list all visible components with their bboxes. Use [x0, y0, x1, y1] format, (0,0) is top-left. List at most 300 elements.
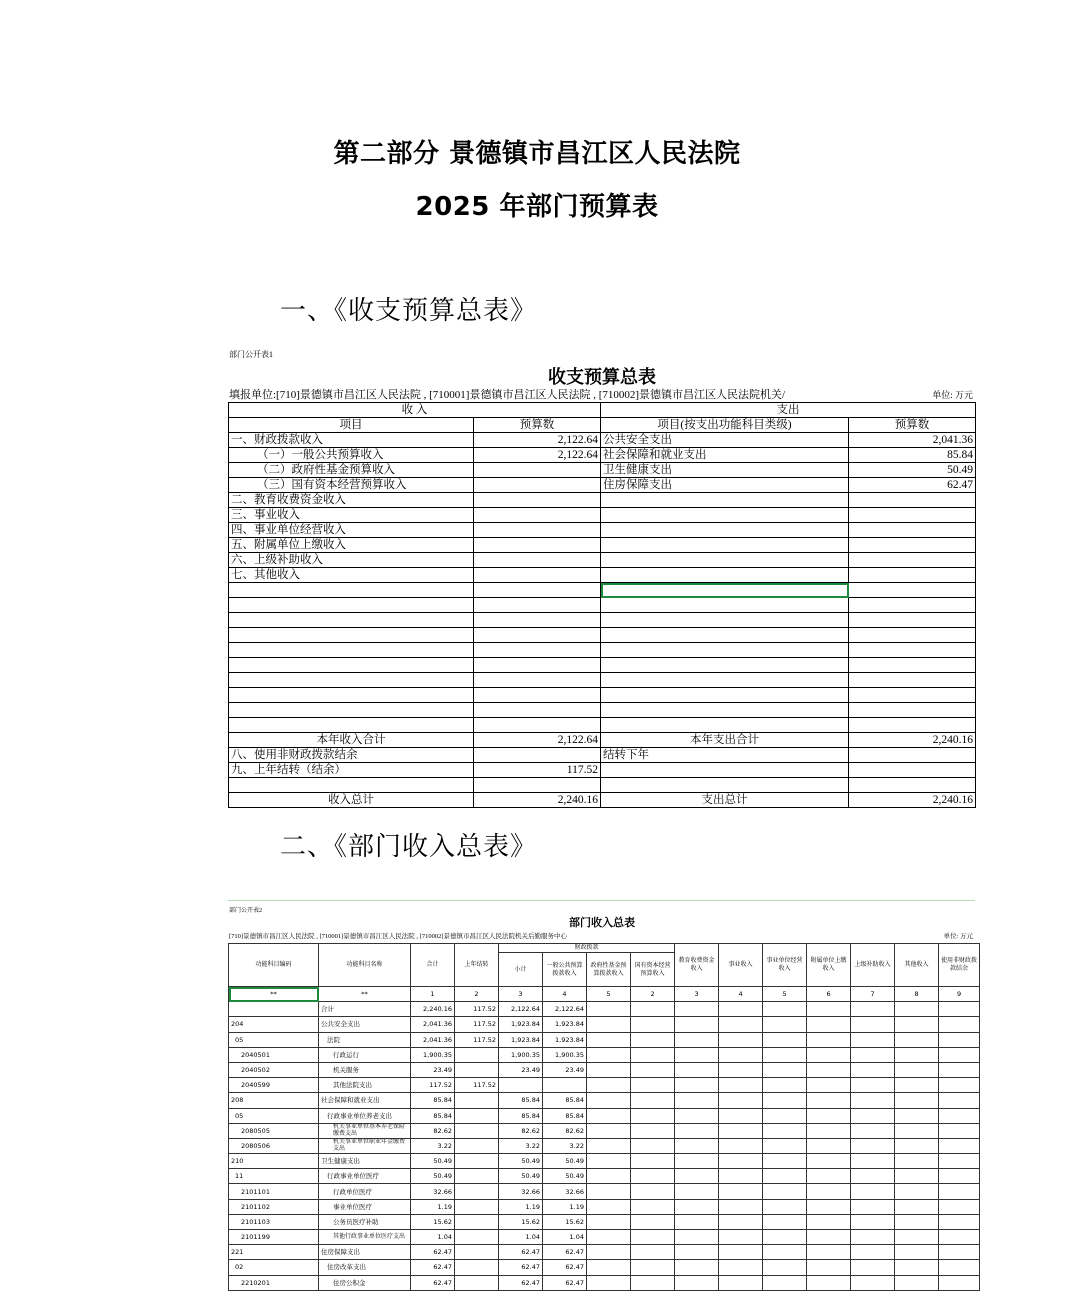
index-cell: 9	[939, 987, 980, 1002]
table2-row	[229, 1123, 980, 1138]
table2-title: 部门收入总表	[569, 916, 635, 929]
empty-cell	[895, 1260, 939, 1275]
total-value: 62.47	[411, 1245, 455, 1260]
empty-cell	[587, 1169, 631, 1184]
table1-header-row1	[229, 403, 976, 418]
index-cell: 3	[675, 987, 719, 1002]
empty-cell	[631, 1230, 675, 1245]
general-budget-value: 85.84	[543, 1108, 587, 1123]
empty-cell	[763, 1275, 807, 1290]
empty-cell	[939, 1275, 980, 1290]
table1-row	[229, 463, 976, 478]
table1-head-expense: 支出	[601, 403, 976, 418]
table2-row	[229, 1062, 980, 1077]
expense-value: 2,041.36	[849, 433, 976, 448]
index-cell: 3	[499, 987, 543, 1002]
empty-cell	[895, 1245, 939, 1260]
empty-cell	[895, 1230, 939, 1245]
table1-row	[229, 493, 976, 508]
total-value: 3.22	[411, 1138, 455, 1153]
function-code: 2210201	[229, 1275, 319, 1290]
table1-year-total-row	[229, 733, 976, 748]
empty-cell	[675, 1047, 719, 1062]
empty-cell	[939, 1078, 980, 1093]
function-code: 2040599	[229, 1078, 319, 1093]
general-budget-value: 1.19	[543, 1199, 587, 1214]
table2-top-line	[228, 900, 975, 901]
table1-head-income: 收 入	[229, 403, 601, 418]
table1-blank-row	[229, 658, 976, 673]
table2-row	[229, 1002, 980, 1017]
empty-cell	[851, 1245, 895, 1260]
blank-cell	[601, 688, 849, 703]
table1-col-budget: 预算数	[474, 418, 601, 433]
general-budget-value: 85.84	[543, 1093, 587, 1108]
income-item: 五、附属单位上缴收入	[229, 538, 474, 553]
blank-cell	[849, 658, 976, 673]
total-value: 1.19	[411, 1199, 455, 1214]
t2-h-carry: 上年结转	[455, 944, 499, 987]
empty-cell	[719, 1214, 763, 1229]
income-value	[474, 568, 601, 583]
table1-code: 部门公开表1	[229, 350, 273, 359]
carry-over-value	[455, 1245, 499, 1260]
empty-cell	[895, 1214, 939, 1229]
empty-cell	[939, 1230, 980, 1245]
empty-cell	[895, 1002, 939, 1017]
total-value: 50.49	[411, 1154, 455, 1169]
table1-blank-row	[229, 673, 976, 688]
empty-cell	[807, 1078, 851, 1093]
empty-cell	[631, 1138, 675, 1153]
empty-cell	[675, 1002, 719, 1017]
function-name: 法院	[319, 1032, 411, 1047]
t2-h-state: 国有资本经营预算收入	[631, 953, 675, 987]
table1-row	[229, 508, 976, 523]
income-grand-total: 2,240.16	[474, 793, 601, 808]
expense-value: 50.49	[849, 463, 976, 478]
income-value	[474, 478, 601, 493]
empty-cell	[939, 1154, 980, 1169]
empty-cell	[807, 1093, 851, 1108]
expense-value: 62.47	[849, 478, 976, 493]
blank-cell	[229, 673, 474, 688]
table2-header-row1	[229, 944, 980, 953]
function-code: 05	[229, 1108, 319, 1123]
subtotal-value: 23.49	[499, 1062, 543, 1077]
empty-cell	[631, 1275, 675, 1290]
carry-over-value	[455, 1138, 499, 1153]
empty-cell	[587, 1032, 631, 1047]
general-budget-value: 62.47	[543, 1245, 587, 1260]
table2-row	[229, 1260, 980, 1275]
function-code: 2080505	[229, 1123, 319, 1138]
table1-row8	[229, 748, 976, 763]
subtotal-value: 32.66	[499, 1184, 543, 1199]
function-name: 公务员医疗补助	[319, 1214, 411, 1229]
total-value: 2,041.36	[411, 1017, 455, 1032]
income-item: 七、其他收入	[229, 568, 474, 583]
empty-cell	[851, 1123, 895, 1138]
table2-row	[229, 1275, 980, 1290]
empty-cell	[719, 1047, 763, 1062]
table2-row	[229, 1169, 980, 1184]
empty-cell	[675, 1062, 719, 1077]
income-value	[474, 493, 601, 508]
blank-cell	[849, 703, 976, 718]
function-code: 204	[229, 1017, 319, 1032]
empty-cell	[807, 1032, 851, 1047]
empty-cell	[851, 1017, 895, 1032]
table2-row	[229, 1138, 980, 1153]
table2-index-row	[229, 987, 980, 1002]
index-cell: 2	[455, 987, 499, 1002]
table1-row	[229, 478, 976, 493]
income-item: 三、事业收入	[229, 508, 474, 523]
page-title-line1: 第二部分 景德镇市昌江区人民法院	[333, 139, 741, 169]
expense-value	[849, 538, 976, 553]
blank-cell	[474, 598, 601, 613]
table1-row	[229, 433, 976, 448]
empty-cell	[631, 1184, 675, 1199]
carry-over-value: 117.52	[455, 1032, 499, 1047]
empty-cell	[675, 1260, 719, 1275]
general-budget-value	[543, 1078, 587, 1093]
carry-over-value	[455, 1047, 499, 1062]
empty-cell	[895, 1078, 939, 1093]
empty-cell	[675, 1108, 719, 1123]
blank-cell	[849, 583, 976, 598]
empty-cell	[675, 1245, 719, 1260]
subtotal-value: 62.47	[499, 1260, 543, 1275]
empty-cell	[807, 1230, 851, 1245]
empty-cell	[719, 1093, 763, 1108]
subtotal-value	[499, 1078, 543, 1093]
subtotal-value: 62.47	[499, 1245, 543, 1260]
empty-cell	[895, 1017, 939, 1032]
blank-cell	[229, 658, 474, 673]
empty-cell	[631, 1245, 675, 1260]
expense-value	[849, 493, 976, 508]
function-code: 2040502	[229, 1062, 319, 1077]
table2-row	[229, 1108, 980, 1123]
t2-h-career: 事业收入	[719, 944, 763, 987]
section1-heading: 一、《收支预算总表》	[280, 296, 538, 326]
empty-cell	[807, 1138, 851, 1153]
empty-cell	[895, 1093, 939, 1108]
empty-cell	[763, 1245, 807, 1260]
income-item: 一、财政拨款收入	[229, 433, 474, 448]
expense-grand-total: 2,240.16	[849, 793, 976, 808]
income-value	[474, 523, 601, 538]
function-name: 住房保障支出	[319, 1245, 411, 1260]
empty-cell	[763, 1169, 807, 1184]
subtotal-value: 62.47	[499, 1275, 543, 1290]
blank-cell	[849, 778, 976, 793]
general-budget-value: 62.47	[543, 1275, 587, 1290]
blank-cell	[849, 688, 976, 703]
empty-cell	[675, 1017, 719, 1032]
table1-blank-row	[229, 613, 976, 628]
empty-cell	[631, 1032, 675, 1047]
t2-h-biz: 事业单位经营收入	[763, 944, 807, 987]
table1-col-item: 项目	[229, 418, 474, 433]
table1-header-row2	[229, 418, 976, 433]
total-value: 1.04	[411, 1230, 455, 1245]
empty-cell	[719, 1199, 763, 1214]
function-code: 2101102	[229, 1199, 319, 1214]
blank-cell	[601, 613, 849, 628]
general-budget-value: 23.49	[543, 1062, 587, 1077]
empty-cell	[675, 1138, 719, 1153]
table2-row	[229, 1078, 980, 1093]
empty-cell	[851, 1154, 895, 1169]
general-budget-value: 82.62	[543, 1123, 587, 1138]
year-income-total-label: 本年收入合计	[229, 733, 474, 748]
empty-cell	[807, 1245, 851, 1260]
function-name: 行政事业单位医疗	[319, 1169, 411, 1184]
total-value: 85.84	[411, 1108, 455, 1123]
table2-row	[229, 1230, 980, 1245]
t2-h-affil: 附属单位上缴收入	[807, 944, 851, 987]
income-item: （一）一般公共预算收入	[229, 448, 474, 463]
empty-cell	[939, 1260, 980, 1275]
blank-cell	[229, 598, 474, 613]
income-value: 2,122.64	[474, 448, 601, 463]
empty-cell	[587, 1078, 631, 1093]
function-name: 公共安全支出	[319, 1017, 411, 1032]
empty-cell	[939, 1047, 980, 1062]
function-code	[229, 1002, 319, 1017]
blank-cell	[601, 628, 849, 643]
empty-cell	[807, 1123, 851, 1138]
function-code: 05	[229, 1032, 319, 1047]
page-title-line2: 2025 年部门预算表	[415, 192, 659, 222]
empty-cell	[807, 1214, 851, 1229]
expense-item: 卫生健康支出	[601, 463, 849, 478]
general-budget-value: 2,122.64	[543, 1002, 587, 1017]
expense-value: 85.84	[849, 448, 976, 463]
total-value: 1,900.35	[411, 1047, 455, 1062]
table2-row	[229, 1184, 980, 1199]
empty-cell	[895, 1047, 939, 1062]
empty-cell	[939, 1108, 980, 1123]
blank-cell	[229, 643, 474, 658]
empty-cell	[895, 1169, 939, 1184]
blank-cell	[849, 718, 976, 733]
total-value: 15.62	[411, 1214, 455, 1229]
table2-unit: 单位: 万元	[943, 933, 973, 940]
total-value: 85.84	[411, 1093, 455, 1108]
empty-cell	[587, 1093, 631, 1108]
expense-item: 公共安全支出	[601, 433, 849, 448]
table1-unit: 单位: 万元	[932, 390, 973, 400]
function-name: 事业单位医疗	[319, 1199, 411, 1214]
table2-row	[229, 1245, 980, 1260]
empty-cell	[895, 1108, 939, 1123]
empty-cell	[587, 1108, 631, 1123]
expense-item	[601, 523, 849, 538]
t2-h-other: 其他收入	[895, 944, 939, 987]
expense-item	[601, 553, 849, 568]
carry-over-value: 117.52	[455, 1078, 499, 1093]
function-name: 住房改革支出	[319, 1260, 411, 1275]
general-budget-value: 50.49	[543, 1169, 587, 1184]
income-value	[474, 463, 601, 478]
function-name: 其他行政事业单位医疗支出	[319, 1230, 411, 1245]
empty-cell	[631, 1002, 675, 1017]
empty-cell	[631, 1017, 675, 1032]
table2-row	[229, 1154, 980, 1169]
blank-cell	[849, 643, 976, 658]
subtotal-value: 50.49	[499, 1169, 543, 1184]
function-name: 卫生健康支出	[319, 1154, 411, 1169]
function-name: 行政事业单位养老支出	[319, 1108, 411, 1123]
empty-cell	[587, 1002, 631, 1017]
carry-over-value	[455, 1108, 499, 1123]
empty-cell	[675, 1032, 719, 1047]
subtotal-value: 85.84	[499, 1108, 543, 1123]
index-cell: 7	[851, 987, 895, 1002]
table1-row9	[229, 763, 976, 778]
empty-cell	[895, 1032, 939, 1047]
empty-cell	[895, 1199, 939, 1214]
empty-cell	[851, 1093, 895, 1108]
empty-cell	[807, 1062, 851, 1077]
t2-h-edu: 教育收费资金收入	[675, 944, 719, 987]
empty-cell	[763, 1260, 807, 1275]
function-name: 合计	[319, 1002, 411, 1017]
empty-cell	[719, 1230, 763, 1245]
empty-cell	[763, 1184, 807, 1199]
empty-cell	[631, 1108, 675, 1123]
index-cell: 6	[807, 987, 851, 1002]
function-code: 208	[229, 1093, 319, 1108]
subtotal-value: 1,923.84	[499, 1032, 543, 1047]
blank-cell	[601, 718, 849, 733]
empty-cell	[763, 1214, 807, 1229]
empty-cell	[895, 1138, 939, 1153]
year-expense-total: 2,240.16	[849, 733, 976, 748]
blank-cell	[601, 598, 849, 613]
function-code: 221	[229, 1245, 319, 1260]
subtotal-value: 85.84	[499, 1093, 543, 1108]
index-cell: 1	[411, 987, 455, 1002]
blank-cell	[601, 778, 849, 793]
blank-cell	[849, 673, 976, 688]
blank-cell	[474, 778, 601, 793]
empty-cell	[675, 1214, 719, 1229]
empty-cell	[587, 1062, 631, 1077]
empty-cell	[807, 1154, 851, 1169]
blank-cell	[474, 658, 601, 673]
empty-cell	[851, 1047, 895, 1062]
blank-cell	[474, 688, 601, 703]
t2-h-fund: 政府性基金预算拨款收入	[587, 953, 631, 987]
empty-cell	[807, 1169, 851, 1184]
selected-index-cell[interactable]: **	[229, 987, 319, 1002]
expense-item	[601, 538, 849, 553]
function-name: 社会保障和就业支出	[319, 1093, 411, 1108]
empty-cell	[939, 1199, 980, 1214]
empty-cell	[807, 1108, 851, 1123]
table2-row	[229, 1093, 980, 1108]
empty-cell	[631, 1199, 675, 1214]
empty-cell	[587, 1260, 631, 1275]
empty-cell	[587, 1230, 631, 1245]
empty-cell	[675, 1123, 719, 1138]
empty-cell	[895, 1154, 939, 1169]
subtotal-value: 3.22	[499, 1138, 543, 1153]
empty-cell	[807, 1047, 851, 1062]
index-cell: 5	[587, 987, 631, 1002]
empty-cell	[587, 1017, 631, 1032]
function-code: 2101101	[229, 1184, 319, 1199]
blank-cell	[229, 583, 474, 598]
empty-cell	[763, 1078, 807, 1093]
t2-h-general: 一般公共预算拨款收入	[543, 953, 587, 987]
empty-cell	[851, 1002, 895, 1017]
total-value: 117.52	[411, 1078, 455, 1093]
index-cell: **	[319, 987, 411, 1002]
table1-row	[229, 568, 976, 583]
empty-cell	[807, 1017, 851, 1032]
empty-cell	[807, 1184, 851, 1199]
empty-cell	[719, 1260, 763, 1275]
blank-cell	[601, 703, 849, 718]
t2-h-upper: 上级补助收入	[851, 944, 895, 987]
table1-blank-row	[229, 778, 976, 793]
blank-cell	[474, 613, 601, 628]
function-name: 行政单位医疗	[319, 1184, 411, 1199]
empty-cell	[763, 1108, 807, 1123]
empty-cell	[895, 1123, 939, 1138]
t2-h-name: 功能科目名称	[319, 944, 411, 987]
empty-cell	[939, 1032, 980, 1047]
function-code: 2101199	[229, 1230, 319, 1245]
empty-cell	[631, 1093, 675, 1108]
blank-cell	[849, 613, 976, 628]
carry-over-value	[455, 1154, 499, 1169]
empty-cell	[675, 1154, 719, 1169]
expense-item: 社会保障和就业支出	[601, 448, 849, 463]
empty-cell	[851, 1184, 895, 1199]
total-value: 62.47	[411, 1260, 455, 1275]
selected-cell[interactable]	[601, 583, 849, 598]
income-value	[474, 538, 601, 553]
table1-blank-row	[229, 718, 976, 733]
empty-cell	[763, 1062, 807, 1077]
empty-cell	[763, 1093, 807, 1108]
empty-cell	[851, 1260, 895, 1275]
empty-cell	[631, 1169, 675, 1184]
function-code: 2080506	[229, 1138, 319, 1153]
empty-cell	[895, 1275, 939, 1290]
empty-cell	[675, 1078, 719, 1093]
expense-value	[849, 553, 976, 568]
income-value: 2,122.64	[474, 433, 601, 448]
blank-cell	[601, 763, 849, 778]
table1-col-expense-item: 项目(按支出功能科目类级)	[601, 418, 849, 433]
blank-cell	[229, 718, 474, 733]
empty-cell	[851, 1199, 895, 1214]
carry-over-value	[455, 1230, 499, 1245]
table2-row	[229, 1032, 980, 1047]
empty-cell	[763, 1154, 807, 1169]
empty-cell	[719, 1154, 763, 1169]
subtotal-value: 2,122.64	[499, 1002, 543, 1017]
row9-value: 117.52	[474, 763, 601, 778]
